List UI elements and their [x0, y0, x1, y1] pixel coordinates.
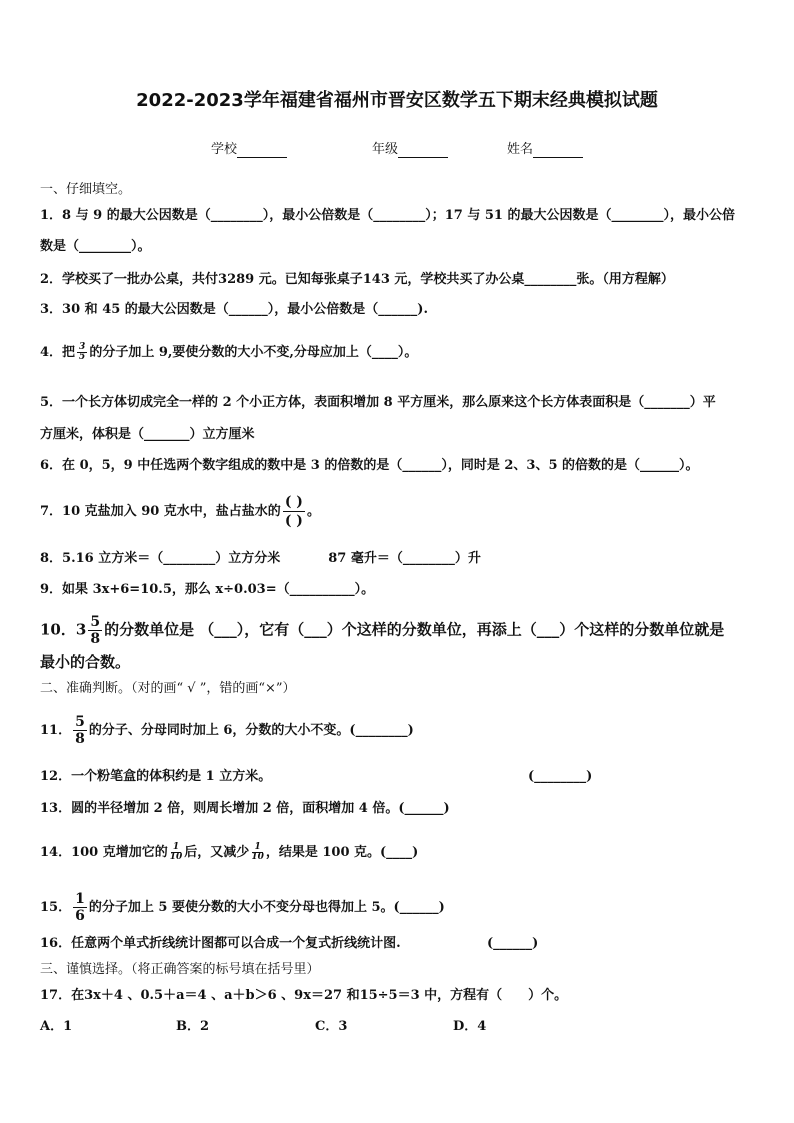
question-10-line-1: 10．3 $\frac{5}{8}$ 的分数单位是 （___），它有（___）个这样的分数单位，再添上（___）个这样的分数单位就是: [40, 614, 725, 647]
question-6: 6．在 0，5，9 中任选两个数字组成的数中是 3 的倍数的是（______），同时是 2、3、5 的倍数的是（______）。: [40, 458, 699, 473]
school-label: 学校: [211, 142, 238, 157]
question-15: 15． $\frac{1}{6}$ 的分子加上 5 要使分数的大小不变分母也得加上 5。(______): [40, 891, 445, 924]
question-17: 17．在3x＋4 、0.5＋a＝4 、a＋b＞6 、9x＝27 和15÷5＝3 中，方程有（ ）个。: [40, 988, 568, 1003]
section-heading-3: 三、谨慎选择。（将正确答案的标号填在括号里）: [40, 962, 320, 977]
fraction: $\frac{5}{8}$: [90, 614, 101, 647]
grade-field: [372, 138, 448, 158]
question-14: 14．100 克增加它的 $\frac{1}{10}$ 后，又减少 $\frac{1}{10}$ ，结果是 100 克。(____): [40, 842, 419, 862]
question-13: 13．圆的半径增加 2 倍，则周长增加 2 倍，面积增加 4 倍。(______): [40, 801, 450, 816]
section-heading-2: 二、准确判断。（对的画“ √ ”，错的画“×”）: [40, 681, 296, 696]
page-title: 2022-2023学年福建省福州市晋安区数学五下期末经典模拟试题: [136, 90, 658, 111]
school-field: [211, 138, 287, 158]
question-1-line-2: 数是（________）。: [40, 239, 151, 254]
question-3: 3．30 和 45 的最大公因数是（______），最小公倍数是（______).: [40, 302, 428, 317]
question-5-line-2: 方厘米，体积是（_______）立方厘米: [40, 427, 255, 442]
question-11: 11． $\frac{5}{8}$ 的分子、分母同时加上 6，分数的大小不变。(________): [40, 714, 414, 747]
question-8: 8．5.16 立方米＝（________）立方分米 87 毫升＝（________）升: [40, 551, 481, 566]
question-10-line-2: 最小的合数。: [40, 653, 131, 671]
option-c[interactable]: C．3: [315, 1019, 348, 1034]
fraction-blank[interactable]: $\frac{( )}{( )}$: [284, 494, 303, 529]
question-12-answer[interactable]: (________): [528, 769, 593, 784]
fraction: $\frac{3}{5}$: [79, 342, 86, 362]
section-heading-1: 一、仔细填空。: [40, 182, 132, 197]
question-12: 12．一个粉笔盒的体积约是 1 立方米。: [40, 769, 272, 784]
question-16: 16．任意两个单式折线统计图都可以合成一个复式折线统计图.: [40, 936, 401, 951]
option-a[interactable]: A．1: [40, 1019, 73, 1034]
option-b[interactable]: B．2: [176, 1019, 210, 1034]
question-16-answer[interactable]: (______): [487, 936, 539, 951]
fraction: $\frac{1}{6}$: [75, 891, 85, 924]
question-1-line-1: 1．8 与 9 的最大公因数是（________），最小公倍数是（________）；17 与 51 的最大公因数是（________），最小公倍: [40, 208, 735, 223]
question-4: 4．把 $\frac{3}{5}$ 的分子加上 9,要使分数的大小不变,分母应加上（____）。: [40, 342, 418, 362]
question-7: 7．10 克盐加入 90 克水中，盐占盐水的 $\frac{( )}{( )}$ 。: [40, 494, 320, 529]
fraction: $\frac{1}{10}$: [169, 842, 183, 862]
question-9: 9．如果 3x+6=10.5，那么 x÷0.03=（__________）。: [40, 582, 375, 597]
name-label: 姓名: [507, 142, 534, 157]
name-blank[interactable]: [533, 142, 583, 158]
question-5-line-1: 5．一个长方体切成完全一样的 2 个小正方体，表面积增加 8 平方厘米，那么原来这个长方体表面积是（_______）平: [40, 395, 716, 410]
grade-label: 年级: [372, 142, 399, 157]
name-field: [507, 138, 583, 158]
option-d[interactable]: D．4: [453, 1019, 487, 1034]
fraction: $\frac{1}{10}$: [251, 842, 264, 862]
grade-blank[interactable]: [398, 142, 448, 158]
question-2: 2．学校买了一批办公桌，共付3289 元。已知每张桌子143 元，学校共买了办公桌________张。（用方程解）: [40, 272, 674, 287]
school-blank[interactable]: [237, 142, 287, 158]
fraction: $\frac{5}{8}$: [75, 714, 85, 747]
